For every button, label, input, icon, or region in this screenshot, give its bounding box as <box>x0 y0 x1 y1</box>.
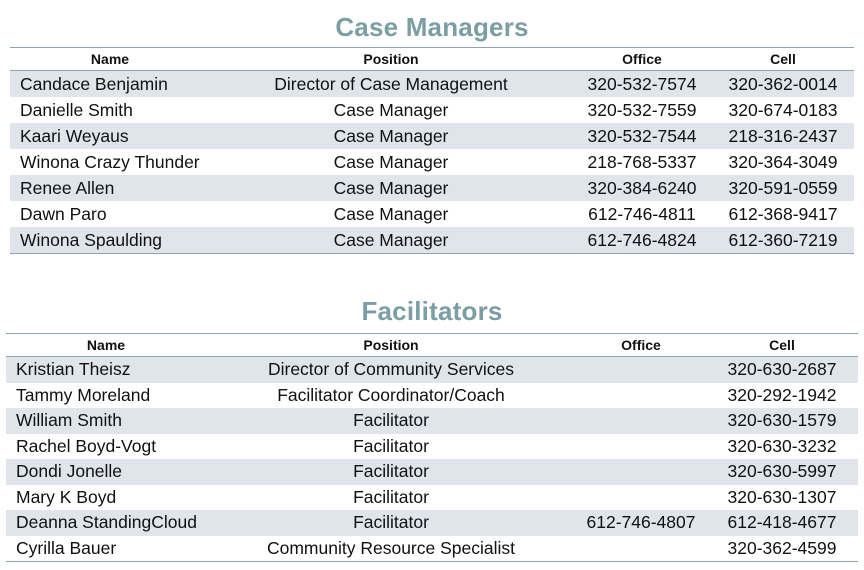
cell-phone-cell: 320-630-1579 <box>706 408 858 434</box>
facilitators-table <box>6 333 858 562</box>
cell-phone-cell: 320-364-3049 <box>728 152 838 172</box>
facilitators-title: Facilitators <box>361 296 503 326</box>
column-header-office: Office <box>572 48 712 71</box>
case-managers-table <box>10 47 854 254</box>
office-cell: 320-532-7544 <box>572 123 712 149</box>
table-row <box>10 175 854 201</box>
cell-phone-cell: 320-591-0559 <box>712 175 854 201</box>
name-cell: Kaari Weyaus <box>10 123 210 149</box>
office-cell: 320-384-6240 <box>572 175 712 201</box>
office-cell: 218-768-5337 <box>587 152 697 172</box>
position-cell: Facilitator <box>206 459 576 485</box>
name-cell: Tammy Moreland <box>16 384 151 405</box>
position-cell: Facilitator <box>353 435 429 456</box>
name-cell: William Smith <box>6 408 206 434</box>
name-cell: Dondi Jonelle <box>6 459 206 485</box>
office-cell: 612-746-4824 <box>572 227 712 254</box>
name-cell: Winona Spaulding <box>10 227 210 254</box>
office-cell <box>576 485 706 511</box>
office-cell: 612-746-4807 <box>576 510 706 536</box>
position-cell: Case Manager <box>333 152 449 172</box>
office-cell <box>576 459 706 485</box>
table-row <box>6 536 858 562</box>
office-cell: 320-532-7559 <box>587 100 697 120</box>
cell-phone-cell: 320-630-3232 <box>727 435 837 456</box>
office-cell <box>576 408 706 434</box>
position-cell: Case Manager <box>210 123 572 149</box>
column-header-position: Position <box>210 48 572 71</box>
table-row <box>10 97 854 123</box>
office-cell <box>576 434 706 460</box>
position-cell: Director of Case Management <box>210 71 572 98</box>
table-row <box>10 123 854 149</box>
office-cell <box>576 357 706 383</box>
table-row <box>6 408 858 434</box>
position-cell: Case Manager <box>333 204 449 224</box>
name-cell: Dawn Paro <box>20 204 107 224</box>
cell-phone-cell: 320-362-0014 <box>712 71 854 98</box>
case-managers-title: Case Managers <box>335 12 529 42</box>
column-header-position: Position <box>206 334 576 357</box>
cell-phone-cell: 320-630-5997 <box>706 459 858 485</box>
office-cell <box>576 383 706 409</box>
column-header-office: Office <box>576 334 706 357</box>
table-header-row <box>6 334 858 357</box>
position-cell: Facilitator <box>206 510 576 536</box>
cell-phone-cell: 218-316-2437 <box>712 123 854 149</box>
name-cell: Cyrilla Bauer <box>6 536 206 562</box>
cell-phone-cell: 320-630-1307 <box>727 486 837 507</box>
table-row <box>10 71 854 98</box>
column-header-name: Name <box>10 48 210 71</box>
name-cell: Renee Allen <box>10 175 210 201</box>
cell-phone-cell: 320-630-2687 <box>706 357 858 383</box>
cell-phone-cell: 612-360-7219 <box>712 227 854 254</box>
name-cell: Kristian Theisz <box>6 357 206 383</box>
table-row <box>10 227 854 254</box>
column-header-name: Name <box>6 334 206 357</box>
name-cell: Winona Crazy Thunder <box>20 152 200 172</box>
position-cell: Director of Community Services <box>206 357 576 383</box>
cell-phone-cell: 320-674-0183 <box>728 100 838 120</box>
position-cell: Facilitator <box>206 408 576 434</box>
name-cell: Danielle Smith <box>20 100 133 120</box>
table-header-row <box>10 48 854 71</box>
cell-phone-cell: 612-418-4677 <box>706 510 858 536</box>
table-row <box>10 201 854 227</box>
name-cell: Deanna StandingCloud <box>6 510 206 536</box>
table-row <box>6 383 858 409</box>
cell-phone-cell: 612-368-9417 <box>728 204 838 224</box>
table-row <box>6 434 858 460</box>
office-cell: 320-532-7574 <box>572 71 712 98</box>
table-row <box>6 485 858 511</box>
table-row <box>6 357 858 383</box>
position-cell: Case Manager <box>333 100 449 120</box>
cell-phone-cell: 320-362-4599 <box>706 536 858 562</box>
name-cell: Candace Benjamin <box>10 71 210 98</box>
column-header-cell: Cell <box>712 48 854 71</box>
name-cell: Mary K Boyd <box>16 486 117 507</box>
cell-phone-cell: 320-292-1942 <box>727 384 837 405</box>
position-cell: Case Manager <box>210 227 572 254</box>
position-cell: Community Resource Specialist <box>206 536 576 562</box>
table-row <box>6 510 858 536</box>
name-cell: Rachel Boyd-Vogt <box>16 435 157 456</box>
office-cell <box>576 536 706 562</box>
position-cell: Facilitator <box>353 486 429 507</box>
position-cell: Facilitator Coordinator/Coach <box>277 384 505 405</box>
table-row <box>6 459 858 485</box>
table-row <box>10 149 854 175</box>
column-header-cell: Cell <box>706 334 858 357</box>
position-cell: Case Manager <box>210 175 572 201</box>
office-cell: 612-746-4811 <box>588 204 696 224</box>
